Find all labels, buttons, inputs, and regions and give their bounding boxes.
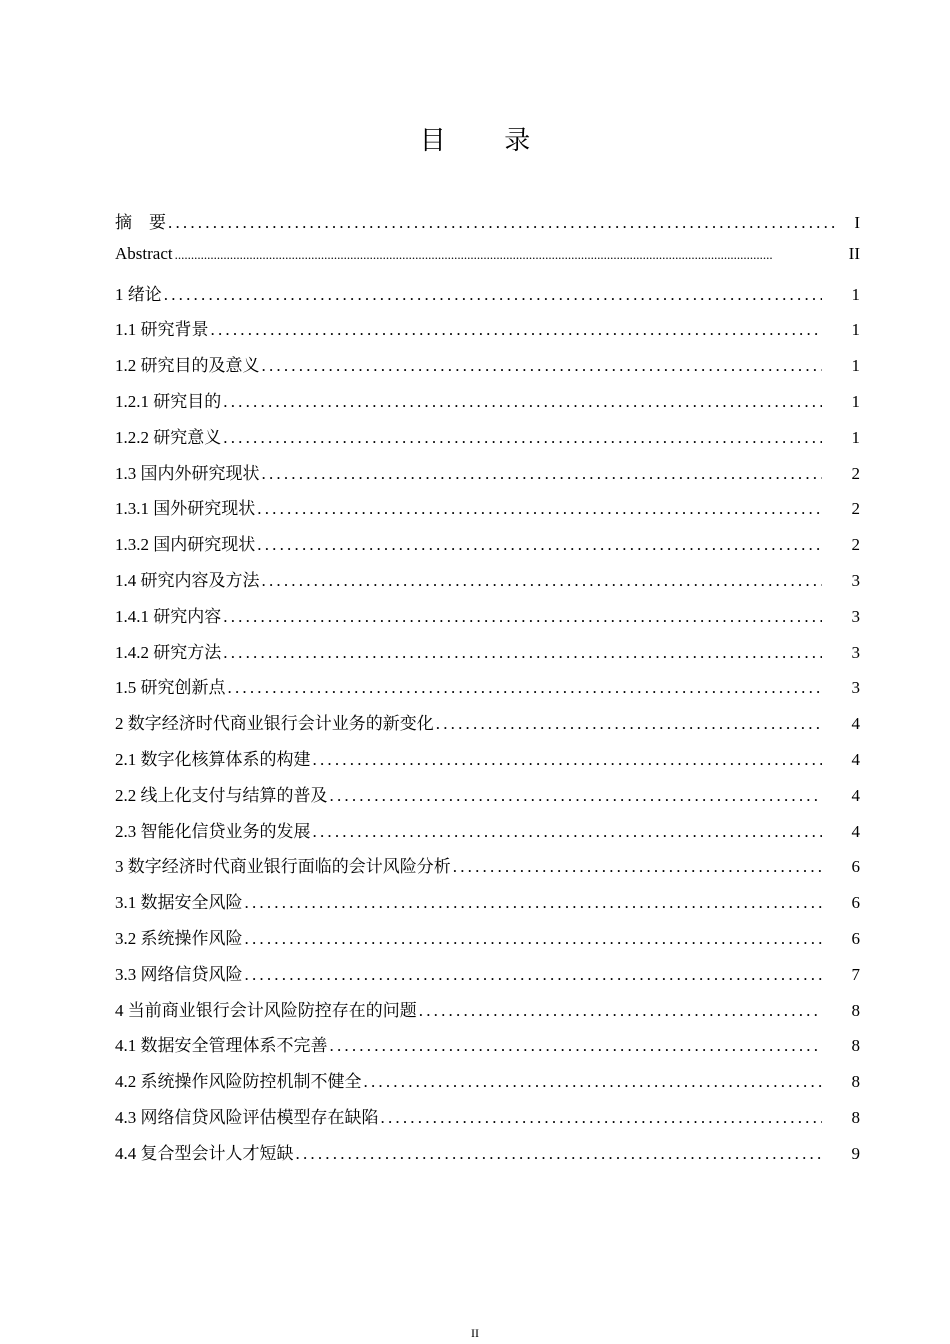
toc-entry-page: 1: [851, 356, 860, 376]
page-title: 目 录: [419, 126, 557, 155]
toc-entry-label: Abstract: [115, 243, 173, 263]
toc-entry[interactable]: [115, 1031, 860, 1067]
toc-leader-dots: [223, 428, 822, 448]
toc-entry[interactable]: [115, 888, 860, 924]
toc-entry-page: 6: [851, 928, 860, 948]
toc-entry[interactable]: [115, 1067, 860, 1103]
toc-entry-page: 7: [851, 964, 860, 984]
toc-entry[interactable]: [115, 459, 860, 495]
toc-entry-label: 4.1 数据安全管理体系不完善: [115, 1036, 328, 1056]
toc-entry[interactable]: [115, 351, 860, 387]
toc-entry-label: 1.3.2 国内研究现状: [115, 535, 256, 555]
toc-entry-page: 1: [851, 427, 860, 447]
toc-leader-dots: [257, 535, 822, 555]
toc-entry[interactable]: [115, 924, 860, 960]
toc-leader-dots: [164, 285, 822, 305]
toc-entry-page: II: [848, 243, 860, 263]
toc-leader-dots: [453, 857, 822, 877]
toc-entry-page: 8: [851, 1107, 860, 1127]
toc-entry[interactable]: [115, 996, 860, 1032]
toc-entry[interactable]: [115, 494, 860, 530]
toc-entry-label: 3.2 系统操作风险: [115, 928, 243, 948]
toc-entry[interactable]: [115, 530, 860, 566]
toc-entry-label: 1 绪论: [115, 284, 162, 304]
toc-leader-dots: [436, 714, 822, 734]
toc-leader-dots: [313, 750, 823, 770]
toc-entry-label: 1.3.1 国外研究现状: [115, 499, 256, 519]
toc-entry[interactable]: [115, 852, 860, 888]
toc-entry[interactable]: [115, 423, 860, 459]
toc-entry-label: 1.4.1 研究内容: [115, 606, 222, 626]
toc-entry-label: 3.1 数据安全风险: [115, 893, 243, 913]
toc-leader-dots: [313, 822, 823, 842]
toc-entry[interactable]: [115, 208, 860, 244]
toc-entry-label: 3.3 网络信贷风险: [115, 964, 243, 984]
toc-entry[interactable]: [115, 244, 860, 280]
toc-entry-label: 2.1 数字化核算体系的构建: [115, 749, 311, 769]
toc-entry-label: 1.4.2 研究方法: [115, 642, 222, 662]
toc-leader-dots: [245, 929, 823, 949]
toc-entry[interactable]: [115, 709, 860, 745]
toc-entry-page: I: [854, 213, 860, 232]
toc-leader-dots: [211, 320, 823, 340]
toc-entry[interactable]: [115, 1103, 860, 1139]
toc-leader-dots: [245, 965, 823, 985]
toc-entry-page: 3: [851, 678, 860, 698]
toc-entry-page: 8: [851, 1000, 860, 1020]
toc-leader-dots: [257, 499, 822, 519]
toc-entry-label: 4.2 系统操作风险防控机制不健全: [115, 1072, 362, 1092]
toc-entry[interactable]: [115, 1139, 860, 1175]
toc-entry[interactable]: [115, 315, 860, 351]
toc-leader-dots: [223, 392, 822, 412]
toc-entry-page: 1: [851, 320, 860, 340]
toc-entry-label: 1.3 国内外研究现状: [115, 463, 260, 483]
toc-leader-dots: [168, 213, 836, 233]
toc-leader-dots: [175, 247, 836, 263]
toc-entry-page: 8: [851, 1036, 860, 1056]
toc-leader-dots: [330, 786, 823, 806]
toc-leader-dots: [262, 571, 823, 591]
toc-entry-page: 4: [851, 821, 860, 841]
table-of-contents: [115, 208, 860, 1175]
toc-entry[interactable]: [115, 817, 860, 853]
toc-leader-dots: [419, 1001, 822, 1021]
toc-entry-label: 4 当前商业银行会计风险防控存在的问题: [115, 1000, 417, 1020]
toc-leader-dots: [364, 1072, 823, 1092]
toc-entry[interactable]: [115, 280, 860, 316]
toc-entry-page: 9: [851, 1143, 860, 1163]
toc-entry-label: 摘 要: [115, 213, 166, 232]
toc-entry-page: 1: [851, 284, 860, 304]
toc-leader-dots: [381, 1108, 823, 1128]
toc-entry-label: 1.2.2 研究意义: [115, 427, 222, 447]
toc-entry-label: 1.2.1 研究目的: [115, 391, 222, 411]
toc-entry-page: 6: [851, 893, 860, 913]
toc-entry[interactable]: [115, 673, 860, 709]
toc-entry-label: 1.4 研究内容及方法: [115, 570, 260, 590]
toc-entry[interactable]: [115, 387, 860, 423]
toc-entry[interactable]: [115, 960, 860, 996]
toc-leader-dots: [296, 1144, 823, 1164]
toc-entry-page: 3: [851, 570, 860, 590]
toc-entry-label: 3 数字经济时代商业银行面临的会计风险分析: [115, 857, 451, 877]
toc-entry-label: 2.3 智能化信贷业务的发展: [115, 821, 311, 841]
toc-entry-label: 1.1 研究背景: [115, 320, 209, 340]
toc-leader-dots: [228, 678, 823, 698]
toc-entry-page: 2: [851, 463, 860, 483]
toc-entry-page: 3: [851, 606, 860, 626]
toc-entry[interactable]: [115, 638, 860, 674]
toc-entry-page: 4: [851, 749, 860, 769]
toc-entry-page: 4: [851, 714, 860, 734]
toc-entry-label: 4.4 复合型会计人才短缺: [115, 1143, 294, 1163]
toc-entry-page: 3: [851, 642, 860, 662]
toc-leader-dots: [223, 607, 822, 627]
toc-entry[interactable]: [115, 745, 860, 781]
toc-leader-dots: [262, 356, 823, 376]
toc-entry[interactable]: [115, 602, 860, 638]
footer-page-number: II: [471, 1326, 479, 1340]
toc-entry-label: 4.3 网络信贷风险评估模型存在缺陷: [115, 1107, 379, 1127]
toc-entry[interactable]: [115, 781, 860, 817]
toc-entry-page: 2: [851, 499, 860, 519]
toc-entry-page: 2: [851, 535, 860, 555]
toc-leader-dots: [262, 464, 823, 484]
toc-entry-page: 6: [851, 857, 860, 877]
toc-entry-label: 2.2 线上化支付与结算的普及: [115, 785, 328, 805]
toc-entry-label: 1.2 研究目的及意义: [115, 356, 260, 376]
toc-leader-dots: [330, 1036, 823, 1056]
toc-leader-dots: [245, 893, 823, 913]
toc-entry-page: 8: [851, 1072, 860, 1092]
toc-entry-page: 1: [851, 391, 860, 411]
toc-entry-page: 4: [851, 785, 860, 805]
toc-leader-dots: [223, 643, 822, 663]
toc-entry[interactable]: [115, 566, 860, 602]
toc-entry-label: 2 数字经济时代商业银行会计业务的新变化: [115, 714, 434, 734]
toc-entry-label: 1.5 研究创新点: [115, 678, 226, 698]
